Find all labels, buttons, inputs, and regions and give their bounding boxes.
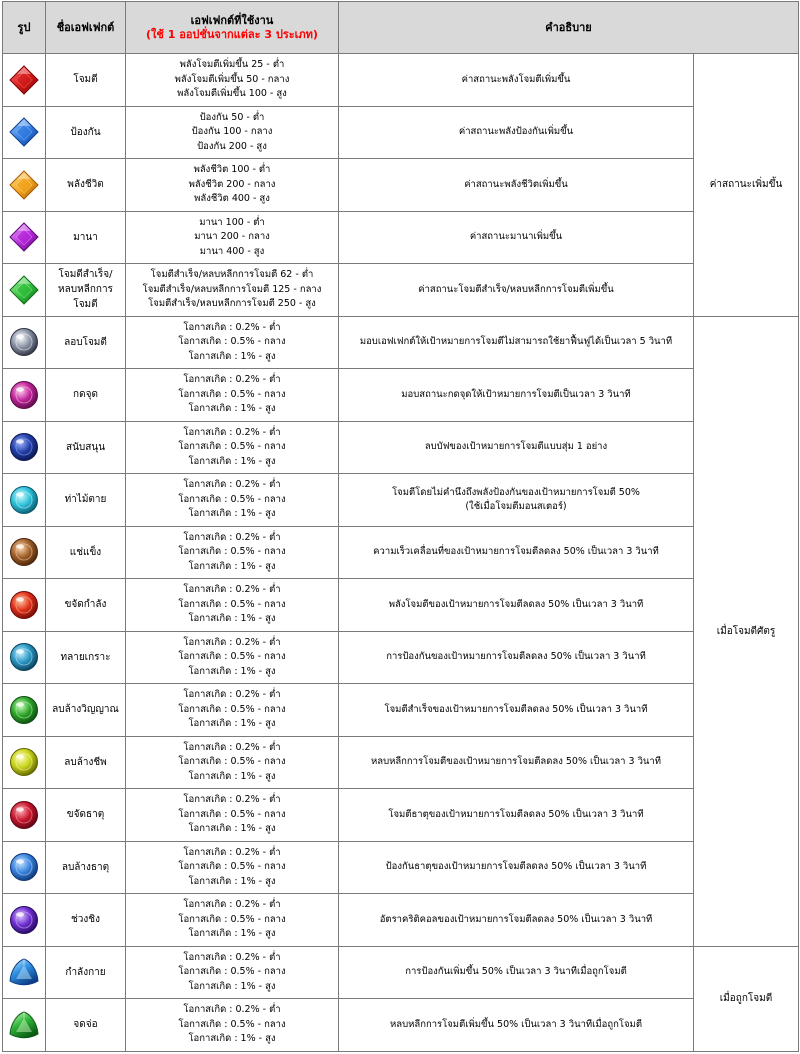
description-text: ค่าสถานะโจมตีสำเร็จ/หลบหลีกการโจมตีเพิ่มขึ้น (418, 283, 614, 295)
description-text: ลบบัฟของเป้าหมายการโจมตีแบบสุ่ม 1 อย่าง (424, 441, 608, 453)
effect-options (126, 684, 339, 737)
option-line: โอกาสเกิด : 1% - สูง (188, 455, 276, 467)
effect-options (126, 474, 339, 527)
red-diamond-gem-icon (3, 65, 45, 95)
red-orb-gem-icon (3, 590, 45, 620)
option-line: พลังโจมตีเพิ่มขึ้น 100 - สูง (177, 88, 287, 99)
gem-image-cell (3, 999, 46, 1052)
table-row (3, 894, 799, 947)
option-line: มานา 400 - สูง (199, 245, 265, 257)
description-text: หลบหลีกการโจมตีเพิ่มขึ้น 50% เป็นเวลา 3 วินาทีเมื่อถูกโจมตี (390, 1018, 642, 1030)
effect-name: ลบล้างธาตุ (46, 841, 126, 894)
effect-name: ขจัดธาตุ (46, 789, 126, 842)
silver-orb-gem-icon (3, 327, 45, 357)
option-line: โอกาสเกิด : 1% - สูง (188, 928, 276, 939)
option-line: โอกาสเกิด : 0.5% - กลาง (178, 493, 286, 505)
table-row (3, 421, 799, 474)
effect-description (339, 894, 694, 947)
table-row (3, 946, 799, 999)
navy-orb-gem-icon (3, 432, 45, 462)
description-text: การป้องกันเพิ่มขึ้น 50% เป็นเวลา 3 วินาทีเมื่อถูกโจมตี (405, 966, 627, 978)
effect-name: ป้องกัน (46, 106, 126, 159)
option-line: โอกาสเกิด : 1% - สูง (188, 770, 276, 782)
option-line: โอกาสเกิด : 0.5% - กลาง (178, 598, 286, 610)
option-line: ป้องกัน 200 - สูง (197, 140, 267, 152)
effect-name: มานา (46, 211, 126, 264)
option-line: โอกาสเกิด : 0.2% - ต่ำ (183, 374, 281, 385)
option-line: พลังชีวิต 100 - ต่ำ (193, 164, 271, 175)
option-line: โอกาสเกิด : 0.2% - ต่ำ (183, 426, 281, 438)
option-line: โอกาสเกิด : 1% - สูง (188, 980, 276, 992)
option-line: มานา 100 - ต่ำ (199, 216, 265, 228)
option-line: โอกาสเกิด : 0.5% - กลาง (178, 913, 286, 925)
effect-name: กดจุด (46, 369, 126, 422)
option-line: โอกาสเกิด : 1% - สูง (188, 718, 276, 729)
option-line: โอกาสเกิด : 0.5% - กลาง (178, 966, 286, 977)
description-text: โจมตีธาตุของเป้าหมายการโจมตีลดลง 50% เป็นเวลา 3 วินาที (388, 808, 644, 820)
header-effect (126, 2, 339, 54)
option-line: โอกาสเกิด : 0.2% - ต่ำ (183, 951, 281, 963)
blue-orb-gem-icon (3, 852, 45, 882)
option-line: โอกาสเกิด : 0.5% - กลาง (178, 651, 286, 662)
table-row (3, 211, 799, 264)
option-line: โอกาสเกิด : 1% - สูง (188, 1033, 276, 1044)
effect-options (126, 369, 339, 422)
option-line: โอกาสเกิด : 0.2% - ต่ำ (183, 1004, 281, 1015)
option-line: โอกาสเกิด : 0.2% - ต่ำ (183, 584, 281, 595)
option-line: ป้องกัน 100 - กลาง (191, 126, 273, 137)
effect-description (339, 211, 694, 264)
effect-description (339, 106, 694, 159)
description-text: โจมตีโดยไม่คำนึงถึงพลังป้องกันของเป้าหมายการโจมตี 50% (392, 486, 640, 498)
table-row (3, 474, 799, 527)
magenta-orb-gem-icon (3, 380, 45, 410)
gem-image-cell (3, 684, 46, 737)
effect-description (339, 316, 694, 369)
option-line: โอกาสเกิด : 0.5% - กลาง (178, 756, 286, 767)
option-line: โอกาสเกิด : 0.2% - ต่ำ (183, 689, 281, 700)
effect-options (126, 421, 339, 474)
header-row (3, 2, 799, 54)
effect-options (126, 999, 339, 1052)
description-text: ค่าสถานะพลังโจมตีเพิ่มขึ้น (461, 73, 571, 85)
category-stat-up: ค่าสถานะเพิ่มขึ้น (694, 54, 799, 317)
gem-image-cell (3, 159, 46, 212)
option-line: โอกาสเกิด : 0.5% - กลาง (178, 1018, 286, 1030)
gem-image-cell (3, 106, 46, 159)
table-body (3, 54, 799, 1052)
option-line: มานา 200 - กลาง (194, 231, 270, 242)
effect-name: กำลังกาย (46, 946, 126, 999)
effect-description (339, 54, 694, 107)
option-line: ป้องกัน 50 - ต่ำ (199, 111, 265, 123)
gem-image-cell (3, 369, 46, 422)
effect-name: ท่าไม้ตาย (46, 474, 126, 527)
effect-options (126, 211, 339, 264)
description-text: มอบเอฟเฟกต์ให้เป้าหมายการโจมตีไม่สามารถใช้ยาฟื้นฟูได้เป็นเวลา 5 วินาที (359, 336, 673, 348)
effect-name: โจมตีสำเร็จ/หลบหลีกการโจมตี (46, 264, 126, 317)
category-on-attack: เมื่อโจมตีศัตรู (694, 316, 799, 946)
effect-name: ลอบโจมตี (46, 316, 126, 369)
option-line: โอกาสเกิด : 0.2% - ต่ำ (183, 321, 281, 333)
effect-name: โจมตี (46, 54, 126, 107)
table-row (3, 159, 799, 212)
description-text: พลังโจมตีของเป้าหมายการโจมตีลดลง 50% เป็นเวลา 3 วินาที (388, 598, 644, 610)
effect-description (339, 684, 694, 737)
description-text: หลบหลีกการโจมตีของเป้าหมายการโจมตีลดลง 50% เป็นเวลา 3 วินาที (370, 756, 662, 768)
effect-description (339, 474, 694, 527)
effect-name: แช่แข็ง (46, 526, 126, 579)
effect-options (126, 526, 339, 579)
option-line: โอกาสเกิด : 0.2% - ต่ำ (183, 741, 281, 753)
option-line: โอกาสเกิด : 0.2% - ต่ำ (183, 846, 281, 858)
effect-description (339, 579, 694, 632)
option-line: พลังโจมตีเพิ่มขึ้น 50 - กลาง (174, 73, 290, 85)
gem-image-cell (3, 631, 46, 684)
effect-name: ช่วงชิง (46, 894, 126, 947)
gem-effects-table (2, 1, 799, 1052)
yellow-orb-gem-icon (3, 747, 45, 777)
green-trillion-gem-icon (3, 1010, 45, 1040)
description-text: ค่าสถานะมานาเพิ่มขึ้น (469, 231, 563, 243)
gem-image-cell (3, 54, 46, 107)
option-line: โอกาสเกิด : 0.2% - ต่ำ (183, 636, 281, 648)
option-line: โอกาสเกิด : 1% - สูง (188, 613, 276, 624)
gem-image-cell (3, 526, 46, 579)
purple-diamond-gem-icon (3, 222, 45, 252)
effect-description (339, 946, 694, 999)
option-line: โอกาสเกิด : 0.2% - ต่ำ (183, 794, 281, 805)
gem-image-cell (3, 264, 46, 317)
option-line: โอกาสเกิด : 0.5% - กลาง (178, 388, 286, 400)
option-line: โอกาสเกิด : 0.2% - ต่ำ (183, 479, 281, 490)
description-text: การป้องกันของเป้าหมายการโจมตีลดลง 50% เป็นเวลา 3 วินาที (386, 651, 646, 663)
effect-options (126, 54, 339, 107)
gem-image-cell (3, 841, 46, 894)
option-line: โอกาสเกิด : 0.5% - กลาง (178, 546, 286, 557)
gem-image-cell (3, 421, 46, 474)
option-line: โอกาสเกิด : 0.5% - กลาง (178, 808, 286, 820)
option-line: โจมตีสำเร็จ/หลบหลีกการโจมตี 62 - ต่ำ (150, 269, 314, 280)
table-row (3, 841, 799, 894)
effect-name: ขจัดกำลัง (46, 579, 126, 632)
brown-orb-gem-icon (3, 537, 45, 567)
effect-description (339, 999, 694, 1052)
table-row (3, 579, 799, 632)
effect-description (339, 789, 694, 842)
table-row (3, 526, 799, 579)
effect-description (339, 526, 694, 579)
option-line: โอกาสเกิด : 1% - สูง (188, 508, 276, 519)
effect-options (126, 264, 339, 317)
effect-options (126, 946, 339, 999)
effect-description (339, 736, 694, 789)
gem-image-cell (3, 736, 46, 789)
gem-image-cell (3, 579, 46, 632)
effect-description (339, 631, 694, 684)
description-text: มอบสถานะกดจุดให้เป้าหมายการโจมตีเป็นเวลา 3 วินาที (401, 388, 631, 400)
effect-description (339, 264, 694, 317)
green-orb-gem-icon (3, 695, 45, 725)
option-line: โอกาสเกิด : 1% - สูง (188, 823, 276, 834)
effect-options (126, 106, 339, 159)
blue-trillion-gem-icon (3, 957, 45, 987)
option-line: โอกาสเกิด : 0.5% - กลาง (178, 703, 286, 715)
effect-description (339, 841, 694, 894)
description-text: อัตราคริติคอลของเป้าหมายการโจมตีลดลง 50% เป็นเวลา 3 วินาที (379, 913, 653, 925)
effect-name: พลังชีวิต (46, 159, 126, 212)
option-line: พลังชีวิต 200 - กลาง (188, 178, 276, 190)
table-row (3, 789, 799, 842)
category-on-hit: เมื่อถูกโจมตี (694, 946, 799, 1051)
blue-diamond-gem-icon (3, 117, 45, 147)
gem-image-cell (3, 946, 46, 999)
option-line: โจมตีสำเร็จ/หลบหลีกการโจมตี 125 - กลาง (142, 283, 322, 295)
table-row (3, 999, 799, 1052)
effect-name: ลบล้างวิญญาณ (46, 684, 126, 737)
orange-diamond-gem-icon (3, 170, 45, 200)
option-line: โอกาสเกิด : 1% - สูง (188, 350, 276, 362)
description-text: ค่าสถานะพลังชีวิตเพิ่มขึ้น (464, 178, 568, 190)
cyan-orb-gem-icon (3, 485, 45, 515)
option-line: โอกาสเกิด : 1% - สูง (188, 560, 276, 572)
effect-name: จดจ่อ (46, 999, 126, 1052)
effect-options (126, 631, 339, 684)
table-row (3, 684, 799, 737)
option-line: โอกาสเกิด : 1% - สูง (188, 403, 276, 414)
header-name: ชื่อเอฟเฟกต์ (46, 2, 126, 54)
option-line: โอกาสเกิด : 1% - สูง (188, 665, 276, 677)
effect-name: ลบล้างชีพ (46, 736, 126, 789)
option-line: โอกาสเกิด : 0.2% - ต่ำ (183, 531, 281, 543)
option-line: พลังชีวิต 400 - สูง (194, 193, 270, 204)
header-description: คำอธิบาย (339, 2, 799, 54)
description-note: (ใช้เมื่อโจมตีมอนสเตอร์) (465, 500, 567, 512)
effect-description (339, 369, 694, 422)
header-effect-title: เอฟเฟกต์ที่ใช้งาน (190, 13, 274, 27)
option-line: พลังโจมตีเพิ่มขึ้น 25 - ต่ำ (179, 59, 285, 70)
header-effect-note: (ใช้ 1 ออปชั่นจากแต่ละ 3 ประเภท) (146, 27, 318, 41)
effect-options (126, 841, 339, 894)
effect-options (126, 789, 339, 842)
description-text: โจมตีสำเร็จของเป้าหมายการโจมตีลดลง 50% เป็นเวลา 3 วินาที (384, 703, 648, 715)
effect-name: สนับสนุน (46, 421, 126, 474)
gem-image-cell (3, 474, 46, 527)
effect-options (126, 316, 339, 369)
table-row (3, 631, 799, 684)
option-line: โอกาสเกิด : 0.5% - กลาง (178, 336, 286, 347)
crimson-orb-gem-icon (3, 800, 45, 830)
effect-description (339, 421, 694, 474)
gem-image-cell (3, 894, 46, 947)
effect-options (126, 159, 339, 212)
description-text: ความเร็วเคลื่อนที่ของเป้าหมายการโจมตีลดลง 50% เป็นเวลา 3 วินาที (373, 546, 659, 558)
gem-image-cell (3, 316, 46, 369)
table-row (3, 736, 799, 789)
effect-description (339, 159, 694, 212)
effect-options (126, 579, 339, 632)
effect-name: ทลายเกราะ (46, 631, 126, 684)
table-row (3, 316, 799, 369)
option-line: โอกาสเกิด : 0.5% - กลาง (178, 441, 286, 452)
table-row (3, 369, 799, 422)
option-line: โจมตีสำเร็จ/หลบหลีกการโจมตี 250 - สูง (148, 298, 316, 309)
option-line: โอกาสเกิด : 1% - สูง (188, 875, 276, 887)
gem-image-cell (3, 211, 46, 264)
violet-orb-gem-icon (3, 905, 45, 935)
effect-options (126, 736, 339, 789)
description-text: ป้องกันธาตุของเป้าหมายการโจมตีลดลง 50% เป็นเวลา 3 วินาที (385, 861, 647, 873)
header-image: รูป (3, 2, 46, 54)
table-row (3, 54, 799, 107)
option-line: โอกาสเกิด : 0.2% - ต่ำ (183, 899, 281, 910)
table-row (3, 106, 799, 159)
effect-options (126, 894, 339, 947)
teal-orb-gem-icon (3, 642, 45, 672)
option-line: โอกาสเกิด : 0.5% - กลาง (178, 861, 286, 872)
table-row (3, 264, 799, 317)
green-diamond-gem-icon (3, 275, 45, 305)
gem-image-cell (3, 789, 46, 842)
description-text: ค่าสถานะพลังป้องกันเพิ่มขึ้น (458, 126, 574, 138)
